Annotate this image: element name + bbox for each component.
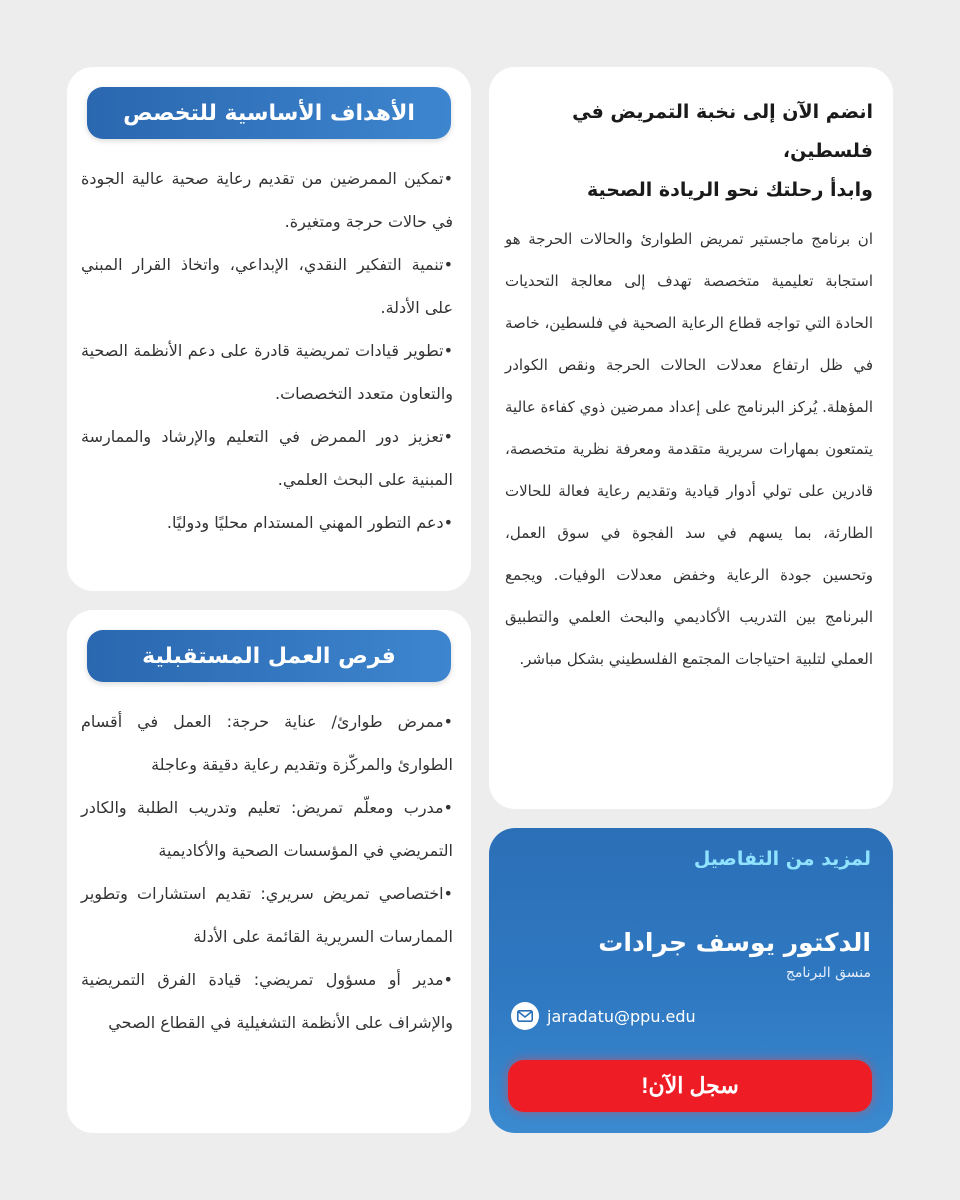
mail-icon — [511, 1002, 539, 1030]
list-item: •مدرب ومعلّم تمريض: تعليم وتدريب الطلبة والكادر التمريضي في المؤسسات الصحية والأكاديمية — [81, 798, 453, 860]
intro-title — [505, 93, 873, 210]
list-item: •تنمية التفكير النقدي، الإبداعي، واتخاذ القرار المبني على الأدلة. — [81, 255, 453, 317]
list-item: •دعم التطور المهني المستدام محليًا ودوليًا. — [166, 513, 453, 532]
email-link[interactable]: jaradatu@ppu.edu — [547, 1006, 696, 1026]
list-item: •ممرض طوارئ/ عناية حرجة: العمل في أقسام الطوارئ والمركّزة وتقديم رعاية دقيقة وعاجلة — [81, 712, 453, 774]
intro-title-line1: انضم الآن إلى نخبة التمريض في فلسطين، — [572, 101, 873, 162]
register-button[interactable]: سجل الآن! — [508, 1060, 872, 1112]
jobs-card — [67, 610, 471, 1133]
intro-card — [489, 67, 893, 809]
list-item: •مدير أو مسؤول تمريضي: قيادة الفرق التمريضية والإشراف على الأنظمة التشغيلية في القطاع الصحي — [81, 970, 453, 1032]
intro-body: ان برنامج ماجستير تمريض الطوارئ والحالات الحرجة هو استجابة تعليمية متخصصة تهدف إلى معالجة التحديات الحادة التي تواجه قطاع الرعاية الصحية في فلسطين، خاصة في ظل ارتفاع معدلات الحالات الحرجة ونقص الكوادر المؤهلة. يُركز البرنامج على إعداد ممرضين ذوي كفاءة عالية يتمتعون بمهارات سريرية متقدمة ومعرفة نظرية متخصصة، قادرين على تولي أدوار قيادية وتقديم رعاية فعالة للحالات الطارئة، بما يسهم في سد الفجوة في سوق العمل، وتحسين جودة الرعاية وخفض معدلات الوفيات. ويجمع البرنامج بين التدريب الأكاديمي والبحث العلمي والتطبيق العملي لتلبية احتياجات المجتمع الفلسطيني بشكل مباشر. — [505, 230, 873, 668]
coordinator-role: منسق البرنامج — [785, 965, 871, 981]
jobs-list — [81, 700, 453, 1044]
list-item: •تطوير قيادات تمريضية قادرة على دعم الأنظمة الصحية والتعاون متعدد التخصصات. — [81, 341, 453, 403]
contact-card — [489, 828, 893, 1133]
coordinator-name: الدكتور يوسف جرادات — [598, 928, 871, 957]
list-item: •تمكين الممرضين من تقديم رعاية صحية عالية الجودة في حالات حرجة ومتغيرة. — [81, 169, 453, 231]
jobs-title: فرص العمل المستقبلية — [87, 630, 451, 682]
contact-heading: لمزيد من التفاصيل — [693, 848, 871, 870]
goals-card — [67, 67, 471, 591]
goals-title: الأهداف الأساسية للتخصص — [87, 87, 451, 139]
list-item: •اختصاصي تمريض سريري: تقديم استشارات وتطوير الممارسات السريرية القائمة على الأدلة — [81, 884, 453, 946]
email-row[interactable] — [511, 1002, 871, 1030]
list-item: •تعزيز دور الممرض في التعليم والإرشاد والممارسة المبنية على البحث العلمي. — [81, 427, 453, 489]
goals-list — [81, 157, 453, 544]
intro-title-line2: وابدأ رحلتك نحو الريادة الصحية — [586, 179, 873, 201]
